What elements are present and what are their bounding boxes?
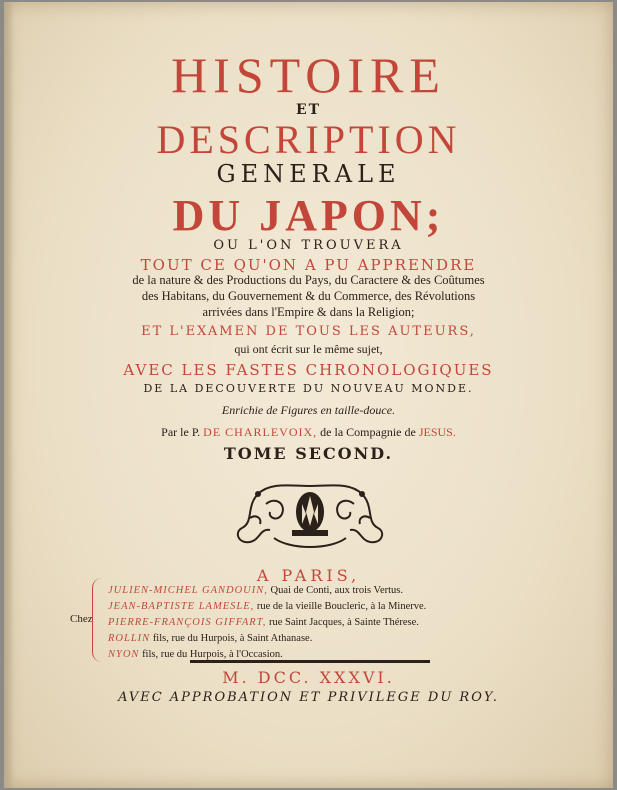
printer-row bbox=[108, 599, 488, 615]
author-mid: de la Compagnie de bbox=[320, 425, 416, 439]
title-et: ET bbox=[295, 102, 322, 118]
text-line-4: qui ont écrit sur le même sujet, bbox=[234, 342, 383, 356]
title-description: DESCRIPTION bbox=[156, 117, 461, 162]
printer-name: JEAN-BAPTISTE LAMESLE, bbox=[108, 601, 255, 612]
subtitle-ou-lon-trouvera: OU L'ON TROUVERA bbox=[213, 238, 404, 253]
fleuron-vignette-icon bbox=[230, 478, 390, 554]
printer-row bbox=[108, 631, 488, 647]
printer-row bbox=[108, 583, 488, 599]
printer-address: fils, rue du Hurpois, à l'Occasion. bbox=[142, 649, 283, 660]
tome-second: TOME SECOND. bbox=[223, 444, 394, 463]
author-name: DE CHARLEVOIX, bbox=[203, 425, 318, 439]
printer-address: fils, rue du Hurpois, à Saint Athanase. bbox=[152, 633, 313, 644]
text-enrichie: Enrichie de Figures en taille-douce. bbox=[221, 403, 396, 417]
imprint-year: M. DCC. XXXVI. bbox=[222, 668, 395, 687]
imprint-chez: Chez bbox=[70, 613, 93, 625]
text-line-3: arrivées dans l'Empire & dans la Religion; bbox=[202, 305, 415, 319]
imprint-brace bbox=[92, 578, 103, 662]
title-histoire: HISTOIRE bbox=[171, 47, 446, 103]
printer-list bbox=[108, 583, 488, 663]
subtitle-decouverte: DE LA DECOUVERTE DU NOUVEAU MONDE. bbox=[143, 382, 474, 395]
imprint-rule bbox=[190, 660, 430, 663]
printer-name: NYON bbox=[108, 649, 140, 660]
subtitle-tout-ce: TOUT CE QU'ON A PU APPRENDRE bbox=[140, 256, 477, 274]
text-line-2: des Habitans, du Gouvernement & du Commerce, des Révolutions bbox=[141, 289, 476, 303]
printer-name: PIERRE-FRANÇOIS GIFFART, bbox=[108, 617, 267, 628]
title-generale: GENERALE bbox=[216, 160, 401, 188]
printer-address: Quai de Conti, aux trois Vertus. bbox=[270, 585, 404, 596]
title-du-japon: DU JAPON; bbox=[172, 191, 445, 240]
subtitle-examen: ET L'EXAMEN DE TOUS LES AUTEURS, bbox=[141, 324, 476, 339]
printer-address: rue Saint Jacques, à Sainte Thérese. bbox=[268, 617, 419, 628]
author-prefix: Par le P. bbox=[161, 425, 201, 439]
author-line bbox=[0, 425, 617, 440]
printer-name: ROLLIN bbox=[108, 633, 151, 644]
text-line-1: de la nature & des Productions du Pays, du Caractere & des Coûtumes bbox=[132, 273, 485, 287]
author-order: JESUS. bbox=[418, 425, 456, 439]
imprint-place: A PARIS, bbox=[256, 566, 361, 585]
printer-address: rue de la vieille Boucleric, à la Minerve. bbox=[256, 601, 427, 612]
printer-name: JULIEN-MICHEL GANDOUIN, bbox=[108, 585, 268, 596]
printer-row bbox=[108, 615, 488, 631]
imprint-privilege: AVEC APPROBATION ET PRIVILEGE DU ROY. bbox=[118, 690, 499, 705]
subtitle-fastes: AVEC LES FASTES CHRONOLOGIQUES bbox=[123, 361, 494, 379]
